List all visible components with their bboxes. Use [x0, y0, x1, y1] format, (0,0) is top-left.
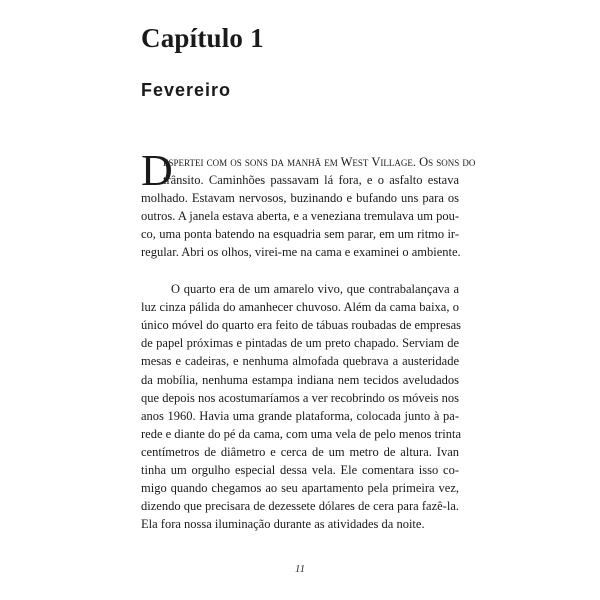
paragraph-line: que depois nos acostumaríamos a ver recobrindo os móveis nos	[141, 390, 459, 405]
paragraph-1	[141, 146, 476, 262]
paragraph-line: anos 1960. Havia uma grande plataforma, colocada junto à pa-	[141, 408, 459, 423]
paragraph-line: da mobília, nenhuma estampa indiana nem tecidos aveludados	[141, 372, 459, 387]
drop-cap: D	[141, 146, 173, 195]
paragraph-line: molhado. Estavam nervosos, buzinando e bufando uns para os	[141, 191, 459, 206]
page-number: 11	[294, 563, 306, 575]
paragraph-line: outros. A janela estava aberta, e a veneziana tremulava um pou-	[141, 209, 459, 224]
paragraph-line: de papel próximas e pintadas de um preto chapado. Serviam de	[141, 336, 459, 351]
paragraph-line: regular. Abri os olhos, virei-me na cama e examinei o ambiente.	[141, 245, 461, 260]
chapter-title: Capítulo 1	[141, 23, 264, 53]
paragraph-line: co, uma ponta batendo na esquadria sem parar, em um ritmo ir-	[141, 227, 459, 242]
body-text	[141, 146, 476, 533]
paragraph-line: migo quando chegamos ao seu apartamento pela primeira vez,	[141, 481, 459, 496]
paragraph-line: Ela fora nossa iluminação durante as atividades da noite.	[141, 517, 425, 532]
paragraph-gap	[141, 262, 459, 281]
paragraph-line: mesas e cadeiras, e nenhuma almofada quebrava a austeridade	[141, 354, 459, 369]
paragraph-2	[141, 280, 462, 533]
paragraph-line: centímetros de diâmetro e cerca de um metro de altura. Ivan	[141, 444, 459, 459]
paragraph-line: rede e diante do pé da cama, com uma vela de pelo menos trinta	[141, 426, 462, 441]
paragraph-line: único móvel do quarto era feito de tábuas roubadas de empresas	[141, 318, 462, 333]
paragraph-line: O quarto era de um amarelo vivo, que contrabalançava a	[171, 282, 459, 297]
paragraph-line: dizendo que precisara de dezessete dólares de cera para fazê-la.	[141, 499, 459, 514]
section-title: Fevereiro	[141, 80, 232, 100]
paragraph-line: tinha um orgulho especial dessa vela. Ele comentara isso co-	[141, 463, 459, 477]
paragraph-line: luz cinza pálida do amanhecer chuvoso. Além da cama baixa, o	[141, 300, 459, 315]
paragraph-line: trânsito. Caminhões passavam lá fora, e o asfalto estava	[163, 173, 459, 188]
paragraph-line: espertei com os sons da manhã em West Village. Os sons do	[163, 155, 476, 169]
